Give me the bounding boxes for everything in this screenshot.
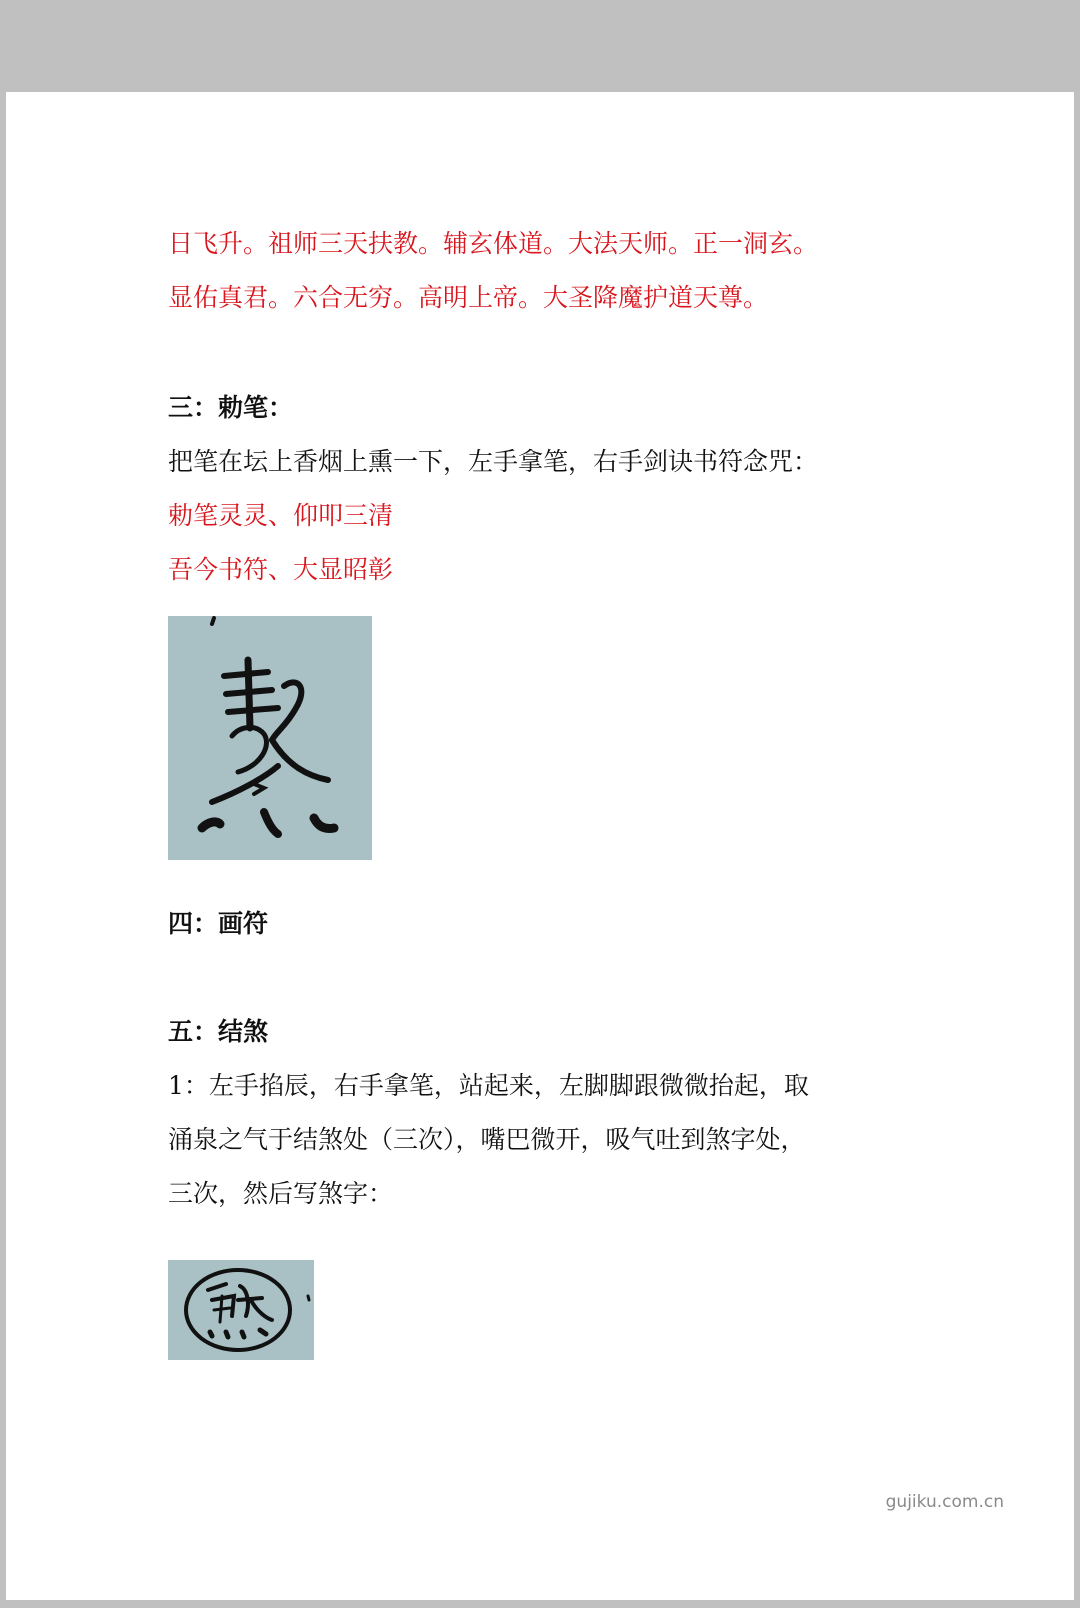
talisman-calligraphy-photo — [168, 616, 372, 860]
section-3-instruction: 把笔在坛上香烟上熏一下，左手拿笔，右手剑诀书符念咒： — [168, 447, 819, 476]
sha-seal-drawing — [168, 1260, 314, 1360]
document-page — [6, 92, 1074, 1600]
section-5-paragraph-line-2: 涌泉之气于结煞处（三次），嘴巴微开，吸气吐到煞字处， — [168, 1125, 806, 1154]
section-5-heading: 五：结煞 — [168, 1017, 269, 1046]
red-text-line-2: 显佑真君。六合无穷。高明上帝。大圣降魔护道天尊。 — [168, 283, 769, 312]
red-text-line-1: 日飞升。祖师三天扶教。辅玄体道。大法天师。正一洞玄。 — [168, 229, 819, 258]
watermark-footer: gujiku.com.cn — [885, 1492, 1004, 1512]
talisman-calligraphy-drawing — [168, 616, 372, 860]
chant-line-1: 勅笔灵灵、仰叩三清 — [168, 501, 394, 530]
section-5-paragraph-line-1: 1：左手掐辰，右手拿笔，站起来，左脚脚跟微微抬起，取 — [168, 1071, 809, 1100]
section-5-paragraph-line-3: 三次，然后写煞字： — [168, 1179, 394, 1208]
section-3-heading: 三：勅笔： — [168, 393, 294, 422]
sha-seal-photo — [168, 1260, 314, 1360]
chant-line-2: 吾今书符、大显昭彰 — [168, 555, 394, 584]
section-4-heading: 四：画符 — [168, 909, 269, 938]
